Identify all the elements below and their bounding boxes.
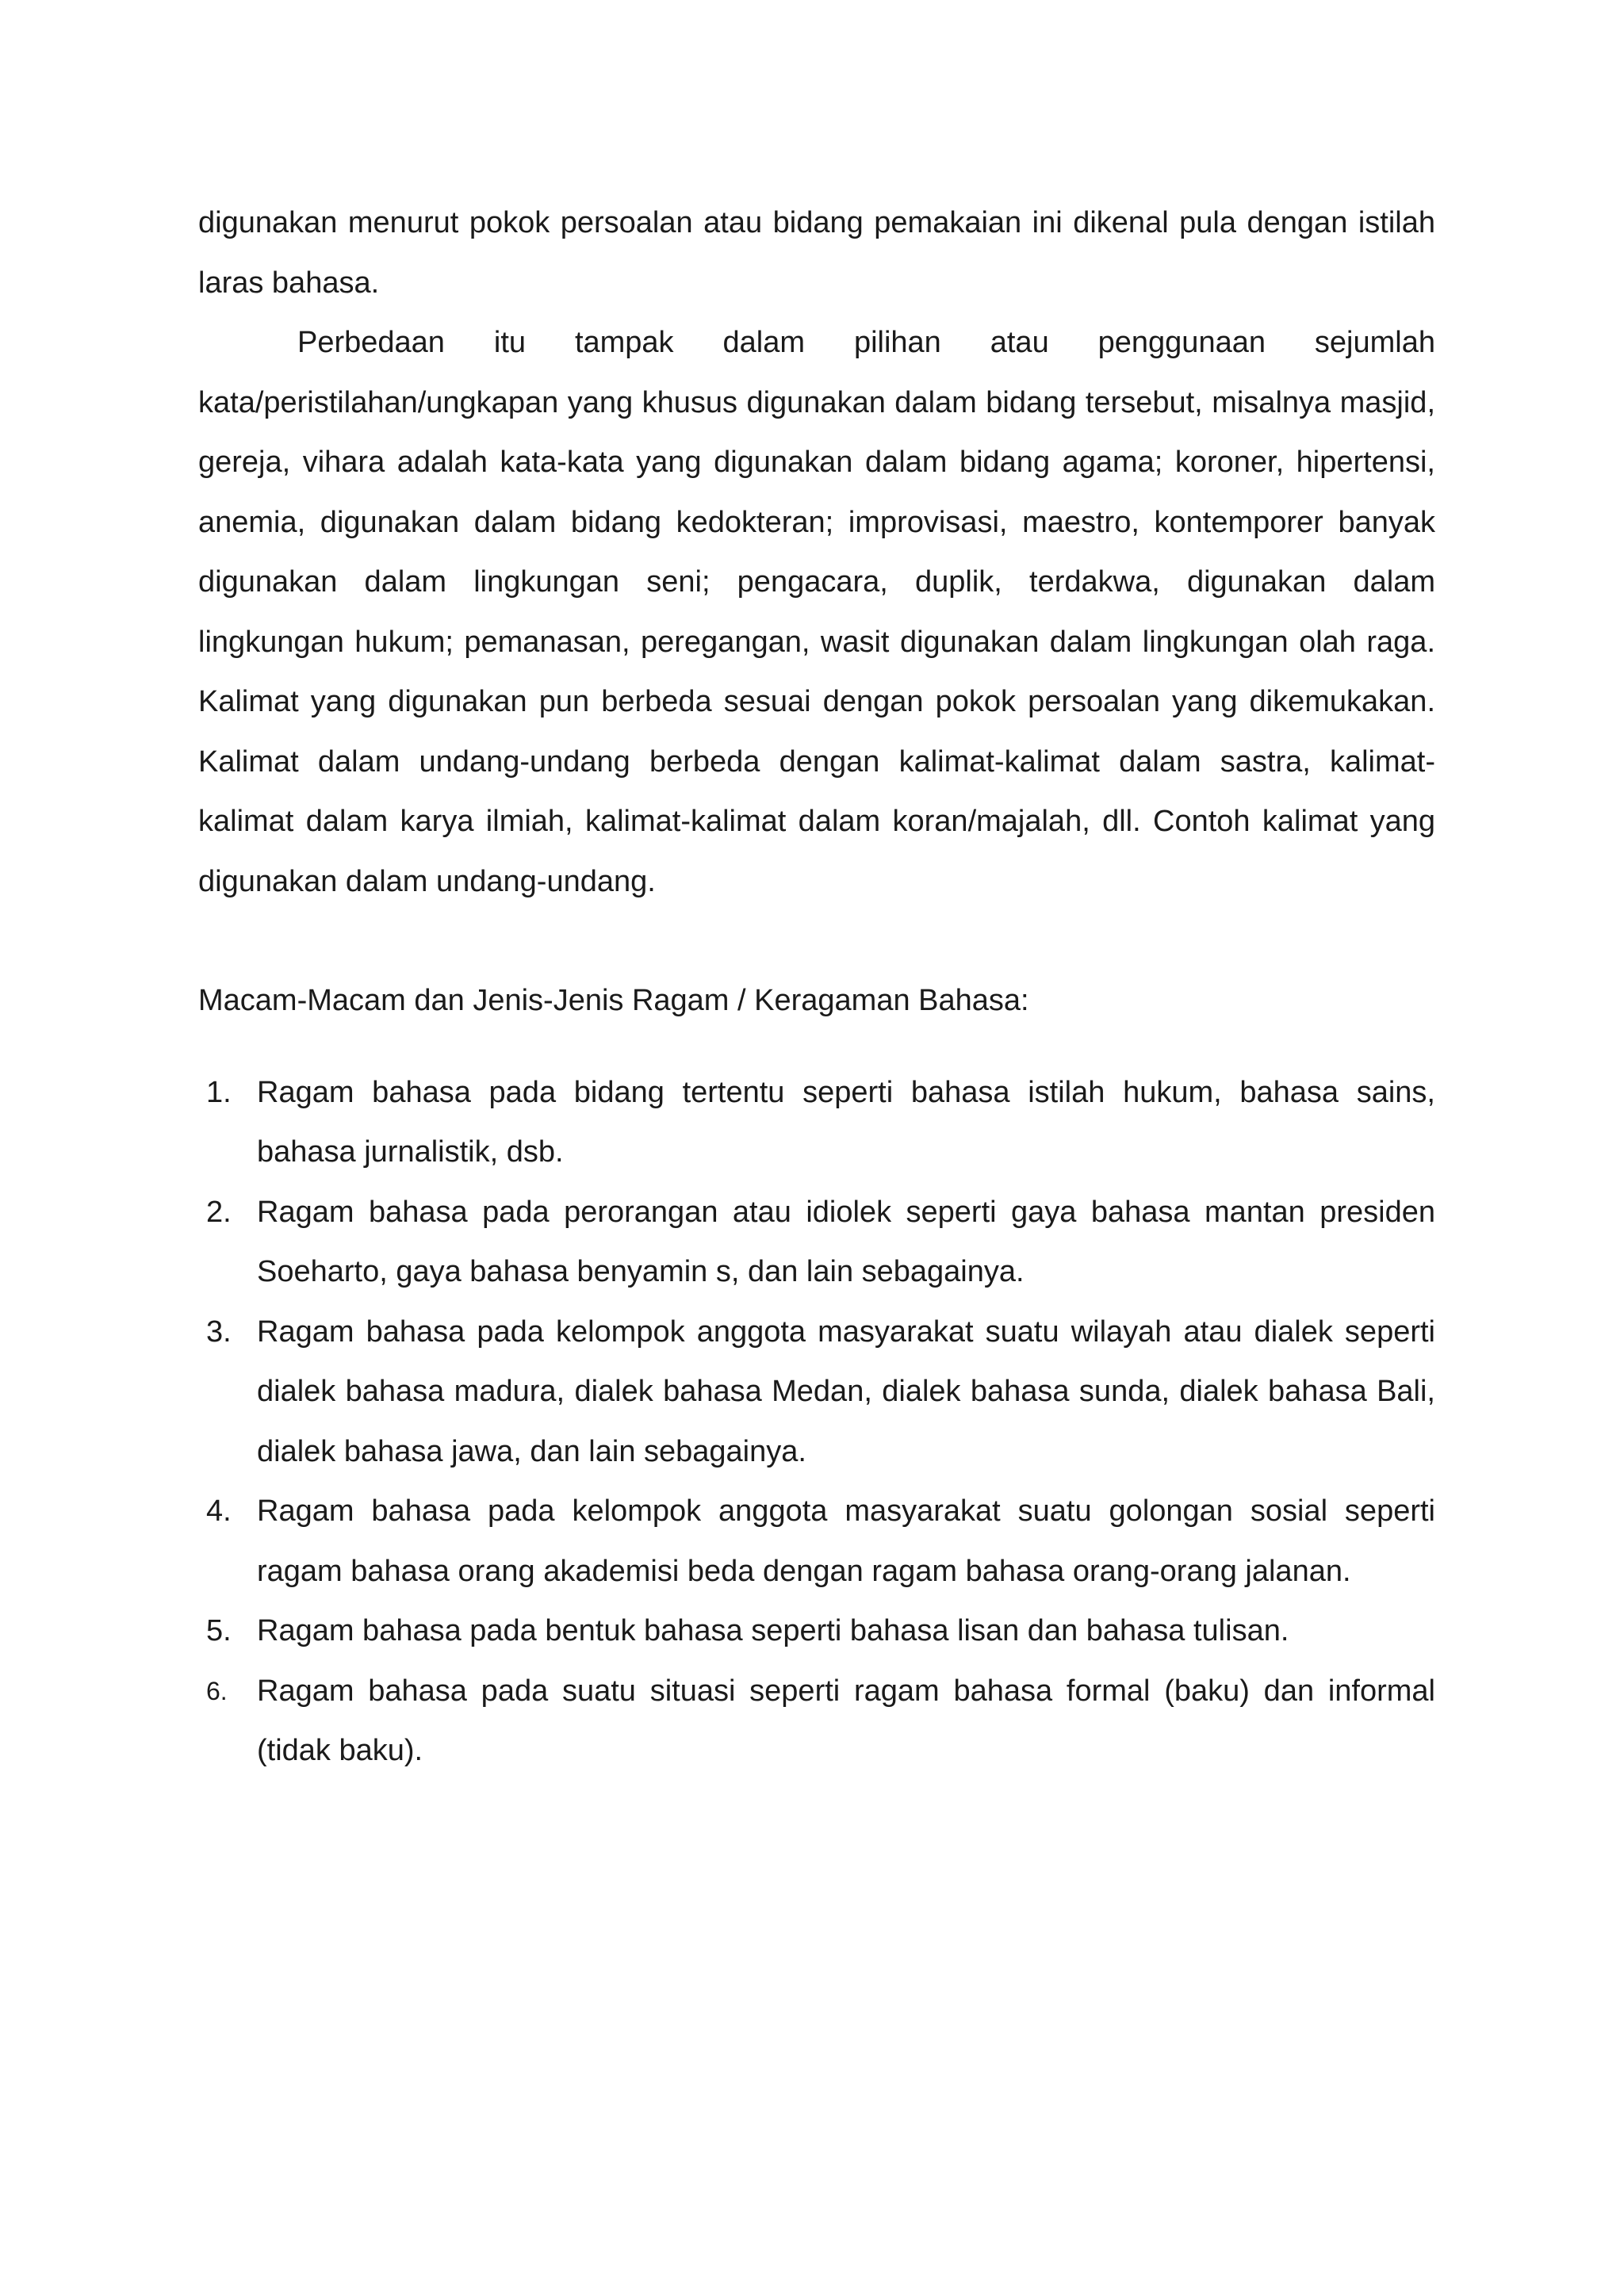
list-item-text: Ragam bahasa pada kelompok anggota masyarakat suatu wilayah atau dialek seperti dialek bahasa madura, dialek bahasa Medan, dialek bahasa sunda, dialek bahasa Bali, dialek bahasa jawa, dan lain sebagainya. <box>257 1314 1435 1468</box>
list-item-number: 3. <box>206 1314 232 1349</box>
list-heading: Macam-Macam dan Jenis-Jenis Ragam / Keragaman Bahasa: <box>198 984 1029 1017</box>
list-item-number: 5. <box>206 1614 232 1647</box>
list-item <box>198 1482 1435 1601</box>
paragraph-main: Perbedaan itu tampak dalam pilihan atau penggunaan sejumlah kata/peristilahan/ungkapan yang khusus digunakan dalam bidang tersebut, misalnya masjid, gereja, vihara adalah kata-kata yang digunakan dalam bidang agama; koroner, hipertensi, anemia, digunakan dalam bidang kedokteran; improvisasi, maestro, kontemporer banyak digunakan dalam lingkungan seni; pengacara, duplik, terdakwa, digunakan dalam lingkungan hukum; pemanasan, peregangan, wasit digunakan dalam lingkungan olah raga. Kalimat yang digunakan pun berbeda sesuai dengan pokok persoalan yang dikemukakan. Kalimat dalam undang-undang berbeda dengan kalimat-kalimat dalam sastra, kalimat-kalimat dalam karya ilmiah, kalimat-kalimat dalam koran/majalah, dll. Contoh kalimat yang digunakan dalam undang-undang. <box>198 326 1435 898</box>
ragam-bahasa-list <box>198 1063 1435 1781</box>
document-body <box>198 193 1435 1781</box>
list-item <box>198 1063 1435 1183</box>
list-item-text: Ragam bahasa pada suatu situasi seperti ragam bahasa formal (baku) dan informal (tidak baku). <box>257 1674 1435 1767</box>
list-item <box>198 1662 1435 1781</box>
list-item <box>198 1303 1435 1483</box>
list-item-number: 4. <box>206 1494 232 1528</box>
list-item-text: Ragam bahasa pada perorangan atau idiolek seperti gaya bahasa mantan presiden Soeharto, gaya bahasa benyamin s, dan lain sebagainya. <box>257 1195 1435 1288</box>
list-item-number: 6. <box>206 1676 228 1705</box>
list-item-number: 1. <box>206 1075 232 1109</box>
list-item-text: Ragam bahasa pada bidang tertentu seperti bahasa istilah hukum, bahasa sains, bahasa jurnalistik, dsb. <box>257 1075 1435 1169</box>
list-item-number: 2. <box>206 1195 232 1229</box>
list-item-text: Ragam bahasa pada kelompok anggota masyarakat suatu golongan sosial seperti ragam bahasa orang akademisi beda dengan ragam bahasa orang-orang jalanan. <box>257 1494 1435 1588</box>
list-item <box>198 1183 1435 1303</box>
paragraph-continuation: digunakan menurut pokok persoalan atau bidang pemakaian ini dikenal pula dengan istilah laras bahasa. <box>198 206 1435 300</box>
list-item-text: Ragam bahasa pada bentuk bahasa seperti bahasa lisan dan bahasa tulisan. <box>257 1614 1289 1647</box>
list-item <box>198 1601 1435 1662</box>
